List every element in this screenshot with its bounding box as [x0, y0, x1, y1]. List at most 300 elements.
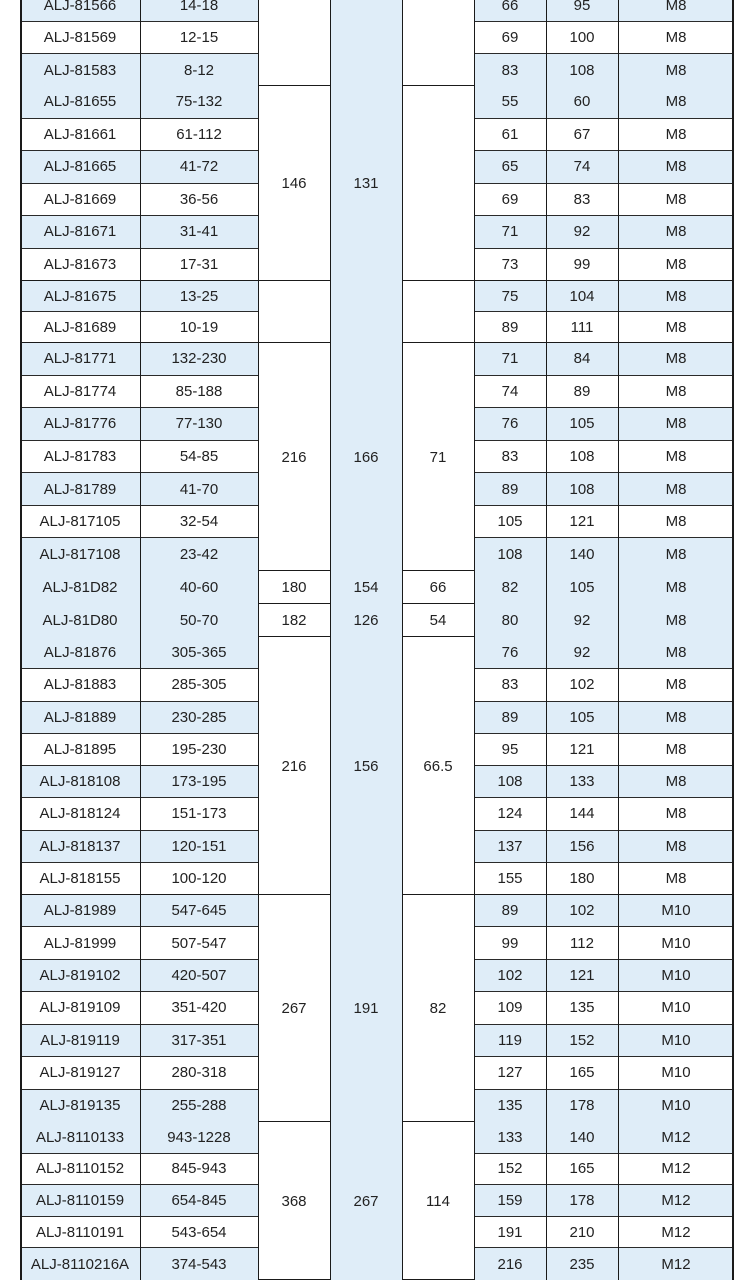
- dim-h-cell: 178: [546, 1090, 618, 1122]
- dim-g-cell: 82: [474, 571, 546, 604]
- column-divider: [546, 281, 547, 343]
- model-cell: ALJ-817105: [20, 506, 140, 539]
- column-divider: [546, 637, 547, 895]
- dim-b-cell: 166: [330, 343, 402, 571]
- dim-g-cell: 124: [474, 798, 546, 830]
- column-divider: [258, 86, 259, 281]
- model-cell: ALJ-81675: [20, 281, 140, 312]
- model-cell: ALJ-8110133: [20, 1122, 140, 1154]
- model-cell: ALJ-81889: [20, 702, 140, 734]
- column-divider: [258, 281, 259, 343]
- bolt-cell: M10: [618, 1057, 734, 1089]
- spec-group: [20, 604, 734, 637]
- dim-h-cell: 180: [569, 870, 595, 888]
- column-divider: [618, 343, 619, 571]
- model-cell: ALJ-819119: [20, 1025, 140, 1057]
- dim-g-cell: 89: [474, 473, 546, 506]
- table-border-left: [20, 0, 22, 1280]
- column-divider: [618, 0, 619, 86]
- bolt-cell: M8: [618, 506, 734, 539]
- dim-h-cell: 99: [573, 256, 591, 274]
- dim-g-cell: 75: [474, 281, 546, 312]
- dim-g-cell: 83: [474, 669, 546, 701]
- column-divider: [330, 637, 331, 895]
- bolt-cell: M8: [618, 734, 734, 766]
- dim-h-cell: 165: [546, 1057, 618, 1089]
- dim-g-cell: 69: [474, 22, 546, 54]
- bolt-cell: M8: [618, 669, 734, 701]
- column-divider: [140, 895, 141, 1122]
- range-cell: 8-12: [140, 54, 258, 86]
- model-cell: ALJ-819127: [20, 1057, 140, 1089]
- bolt-cell: M8: [618, 86, 734, 119]
- column-divider: [474, 343, 475, 571]
- model-cell: ALJ-81D82: [20, 571, 140, 604]
- model-cell: ALJ-81999: [20, 927, 140, 959]
- dim-a-cell: 146: [281, 175, 307, 192]
- bolt-cell: M8: [618, 408, 734, 441]
- dim-h-cell: 165: [546, 1154, 618, 1186]
- dim-g-cell: 65: [474, 151, 546, 184]
- range-cell: 32-54: [140, 506, 258, 539]
- dim-g-cell: 73: [501, 256, 519, 274]
- dim-g-cell: 61: [474, 119, 546, 152]
- column-divider: [258, 637, 259, 895]
- spec-group: [20, 86, 734, 281]
- column-divider: [402, 281, 403, 343]
- model-cell: ALJ-81783: [20, 441, 140, 474]
- bolt-cell: M8: [665, 256, 687, 274]
- range-cell: 195-230: [140, 734, 258, 766]
- column-divider: [402, 343, 403, 571]
- model-cell: ALJ-8110152: [20, 1154, 140, 1186]
- range-cell: 14-18: [140, 0, 258, 22]
- column-divider: [618, 281, 619, 343]
- range-cell: 23-42: [140, 538, 258, 571]
- range-cell: 13-25: [140, 281, 258, 312]
- dim-g-cell: 66: [474, 0, 546, 22]
- model-cell: ALJ-81566: [20, 0, 140, 22]
- column-divider: [402, 0, 403, 86]
- bolt-cell: M10: [618, 1025, 734, 1057]
- dim-g-cell: 108: [474, 538, 546, 571]
- dim-a-cell: 180: [281, 579, 307, 596]
- dim-h-cell: 178: [546, 1185, 618, 1217]
- column-divider: [618, 895, 619, 1122]
- dim-h-cell: 92: [546, 216, 618, 249]
- column-divider: [618, 571, 619, 604]
- column-divider: [618, 637, 619, 895]
- column-divider: [140, 1122, 141, 1280]
- dim-a-cell: 216: [281, 757, 307, 775]
- dim-h-cell: 105: [546, 571, 618, 604]
- column-divider: [474, 281, 475, 343]
- dim-g-cell: 216: [474, 1248, 546, 1280]
- dim-g-cell: 55: [474, 86, 546, 119]
- spec-table: [20, 0, 734, 1280]
- column-divider: [330, 895, 331, 1122]
- dim-g-cell: 76: [474, 408, 546, 441]
- column-divider: [618, 1122, 619, 1280]
- bolt-cell: M8: [618, 119, 734, 152]
- dim-c-cell: [402, 86, 474, 281]
- dim-g-cell: 159: [474, 1185, 546, 1217]
- bolt-cell: M8: [618, 376, 734, 409]
- column-divider: [330, 86, 331, 281]
- bolt-cell: M8: [618, 441, 734, 474]
- spec-group: [20, 0, 734, 86]
- dim-g-cell: 127: [474, 1057, 546, 1089]
- bolt-cell: M10: [618, 960, 734, 992]
- dim-b-cell: [330, 281, 402, 343]
- bolt-cell: M8: [618, 604, 734, 637]
- bolt-cell: M8: [618, 281, 734, 312]
- column-divider: [140, 281, 141, 343]
- dim-g-cell: 76: [474, 637, 546, 669]
- dim-b-cell: 154: [330, 571, 402, 604]
- dim-c-cell: 54: [429, 612, 447, 629]
- bolt-cell: M10: [618, 1090, 734, 1122]
- range-cell: 36-56: [140, 184, 258, 217]
- bolt-cell: M10: [618, 895, 734, 927]
- dim-h-cell: 144: [546, 798, 618, 830]
- dim-h-cell: 108: [546, 473, 618, 506]
- dim-g-cell: 152: [474, 1154, 546, 1186]
- dim-h-cell: 121: [546, 960, 618, 992]
- column-divider: [140, 343, 141, 571]
- dim-h-cell: 105: [546, 702, 618, 734]
- dim-h-cell: 102: [546, 669, 618, 701]
- model-cell: ALJ-8110159: [20, 1185, 140, 1217]
- column-divider: [474, 637, 475, 895]
- bolt-cell: M8: [618, 151, 734, 184]
- model-cell: ALJ-819135: [20, 1090, 140, 1122]
- range-cell: 41-72: [140, 151, 258, 184]
- dim-g-cell: 108: [474, 766, 546, 798]
- column-divider: [402, 1122, 403, 1280]
- spec-group: [20, 343, 734, 571]
- dim-g-cell: 71: [474, 343, 546, 376]
- dim-g-cell: 137: [474, 831, 546, 863]
- bolt-cell: M12: [618, 1122, 734, 1154]
- column-divider: [474, 0, 475, 86]
- model-cell: ALJ-81661: [20, 119, 140, 152]
- range-cell: 151-173: [140, 798, 258, 830]
- range-cell: 654-845: [140, 1185, 258, 1217]
- bolt-cell: M8: [618, 538, 734, 571]
- dim-g-cell: 80: [474, 604, 546, 637]
- dim-h-cell: 92: [546, 637, 618, 669]
- dim-g-cell: 83: [474, 54, 546, 86]
- model-cell: ALJ-81774: [20, 376, 140, 409]
- column-divider: [402, 571, 403, 604]
- column-divider: [474, 571, 475, 604]
- range-cell: 547-645: [140, 895, 258, 927]
- column-divider: [258, 343, 259, 571]
- dim-a-cell: 182: [281, 612, 307, 629]
- dim-h-cell: 95: [546, 0, 618, 22]
- column-divider: [474, 86, 475, 281]
- model-cell: ALJ-81789: [20, 473, 140, 506]
- bolt-cell: M10: [618, 927, 734, 959]
- dim-h-cell: 100: [546, 22, 618, 54]
- dim-g-cell: 71: [474, 216, 546, 249]
- dim-h-cell: 156: [546, 831, 618, 863]
- bolt-cell: M12: [618, 1154, 734, 1186]
- bolt-cell: M8: [618, 184, 734, 217]
- column-divider: [140, 0, 141, 86]
- column-divider: [330, 571, 331, 604]
- range-cell: 420-507: [140, 960, 258, 992]
- dim-h-cell: 108: [546, 441, 618, 474]
- column-divider: [140, 571, 141, 604]
- range-cell: 374-543: [140, 1248, 258, 1280]
- dim-h-cell: 121: [546, 734, 618, 766]
- range-cell: 351-420: [140, 992, 258, 1024]
- dim-g-cell: 155: [497, 870, 523, 888]
- range-cell: 100-120: [171, 870, 227, 888]
- column-divider: [474, 604, 475, 637]
- dim-g-cell: 89: [501, 319, 519, 336]
- model-cell: ALJ-81665: [20, 151, 140, 184]
- model-cell: ALJ-817108: [20, 538, 140, 571]
- dim-h-cell: 112: [546, 927, 618, 959]
- dim-h-cell: 105: [546, 408, 618, 441]
- column-divider: [546, 1122, 547, 1280]
- model-cell: ALJ-81895: [20, 734, 140, 766]
- dim-a-cell: [258, 0, 330, 86]
- model-cell: ALJ-81673: [43, 256, 117, 274]
- dim-g-cell: 83: [474, 441, 546, 474]
- range-cell: 132-230: [140, 343, 258, 376]
- dim-b-cell: 156: [330, 637, 402, 895]
- model-cell: ALJ-81655: [20, 86, 140, 119]
- range-cell: 31-41: [140, 216, 258, 249]
- dim-c-cell: [402, 0, 474, 86]
- dim-c-cell: 71: [429, 448, 447, 466]
- model-cell: ALJ-81671: [20, 216, 140, 249]
- dim-b-cell: 267: [330, 1122, 402, 1280]
- dim-b-cell: 126: [330, 604, 402, 637]
- bolt-cell: M8: [618, 0, 734, 22]
- column-divider: [140, 604, 141, 637]
- model-cell: ALJ-81883: [20, 669, 140, 701]
- dim-g-cell: 102: [474, 960, 546, 992]
- range-cell: 41-70: [140, 473, 258, 506]
- range-cell: 280-318: [140, 1057, 258, 1089]
- column-divider: [546, 0, 547, 86]
- column-divider: [546, 895, 547, 1122]
- table-border-right: [732, 0, 734, 1280]
- dim-h-cell: 84: [546, 343, 618, 376]
- dim-c-cell: 66: [429, 579, 447, 596]
- column-divider: [330, 604, 331, 637]
- dim-b-cell: 191: [330, 895, 402, 1122]
- column-divider: [474, 1122, 475, 1280]
- model-cell: ALJ-81569: [20, 22, 140, 54]
- range-cell: 85-188: [140, 376, 258, 409]
- model-cell: ALJ-81776: [20, 408, 140, 441]
- dim-h-cell: 108: [546, 54, 618, 86]
- range-cell: 75-132: [140, 86, 258, 119]
- range-cell: 285-305: [140, 669, 258, 701]
- bolt-cell: M8: [618, 343, 734, 376]
- dim-h-cell: 140: [546, 1122, 618, 1154]
- range-cell: 845-943: [140, 1154, 258, 1186]
- column-divider: [618, 604, 619, 637]
- range-cell: 120-151: [140, 831, 258, 863]
- column-divider: [402, 637, 403, 895]
- range-cell: 317-351: [140, 1025, 258, 1057]
- dim-g-cell: 133: [474, 1122, 546, 1154]
- dim-g-cell: 89: [474, 895, 546, 927]
- dim-h-cell: 235: [546, 1248, 618, 1280]
- column-divider: [258, 571, 259, 604]
- range-cell: 17-31: [179, 256, 219, 274]
- column-divider: [402, 604, 403, 637]
- dim-a-cell: 267: [281, 1000, 307, 1017]
- dim-a-cell: 368: [281, 1192, 307, 1210]
- dim-h-cell: 210: [546, 1217, 618, 1249]
- dim-a-cell: 216: [281, 448, 307, 466]
- dim-h-cell: 102: [546, 895, 618, 927]
- model-cell: ALJ-81989: [20, 895, 140, 927]
- range-cell: 230-285: [140, 702, 258, 734]
- dim-g-cell: 99: [474, 927, 546, 959]
- column-divider: [330, 281, 331, 343]
- dim-h-cell: 92: [546, 604, 618, 637]
- dim-g-cell: 105: [474, 506, 546, 539]
- dim-h-cell: 140: [546, 538, 618, 571]
- bolt-cell: M8: [618, 54, 734, 86]
- dim-g-cell: 69: [474, 184, 546, 217]
- spec-group: [20, 281, 734, 343]
- dim-h-cell: 152: [546, 1025, 618, 1057]
- model-cell: ALJ-81D80: [20, 604, 140, 637]
- spec-group: [20, 895, 734, 1122]
- range-cell: 255-288: [140, 1090, 258, 1122]
- range-cell: 305-365: [140, 637, 258, 669]
- column-divider: [258, 604, 259, 637]
- column-divider: [618, 86, 619, 281]
- bolt-cell: M8: [665, 319, 687, 336]
- model-cell: ALJ-81876: [20, 637, 140, 669]
- dim-c-cell: 66.5: [423, 757, 453, 775]
- column-divider: [258, 895, 259, 1122]
- dim-h-cell: 67: [546, 119, 618, 152]
- dim-g-cell: 191: [474, 1217, 546, 1249]
- bolt-cell: M8: [618, 766, 734, 798]
- dim-g-cell: 95: [474, 734, 546, 766]
- model-cell: ALJ-8110191: [20, 1217, 140, 1249]
- model-cell: ALJ-818124: [20, 798, 140, 830]
- range-cell: 54-85: [140, 441, 258, 474]
- range-cell: 61-112: [140, 119, 258, 152]
- column-divider: [474, 895, 475, 1122]
- bolt-cell: M8: [618, 798, 734, 830]
- range-cell: 50-70: [140, 604, 258, 637]
- range-cell: 10-19: [179, 319, 219, 336]
- model-cell: ALJ-818155: [39, 870, 121, 888]
- bolt-cell: M10: [618, 992, 734, 1024]
- dim-h-cell: 135: [546, 992, 618, 1024]
- dim-c-cell: 82: [429, 1000, 447, 1017]
- column-divider: [330, 0, 331, 86]
- spec-group: [20, 571, 734, 604]
- column-divider: [546, 86, 547, 281]
- column-divider: [546, 343, 547, 571]
- bolt-cell: M8: [665, 870, 687, 888]
- range-cell: 12-15: [140, 22, 258, 54]
- model-cell: ALJ-818108: [20, 766, 140, 798]
- dim-h-cell: 133: [546, 766, 618, 798]
- model-cell: ALJ-81689: [43, 319, 117, 336]
- model-cell: ALJ-819102: [20, 960, 140, 992]
- column-divider: [330, 343, 331, 571]
- dim-g-cell: 109: [474, 992, 546, 1024]
- dim-g-cell: 89: [474, 702, 546, 734]
- bolt-cell: M8: [618, 702, 734, 734]
- bolt-cell: M8: [618, 571, 734, 604]
- model-cell: ALJ-81669: [20, 184, 140, 217]
- dim-h-cell: 121: [546, 506, 618, 539]
- column-divider: [140, 86, 141, 281]
- spec-group: [20, 1122, 734, 1280]
- dim-g-cell: 135: [474, 1090, 546, 1122]
- dim-g-cell: 119: [474, 1025, 546, 1057]
- range-cell: 173-195: [140, 766, 258, 798]
- dim-h-cell: 111: [570, 319, 594, 336]
- column-divider: [402, 86, 403, 281]
- bolt-cell: M12: [618, 1217, 734, 1249]
- model-cell: ALJ-81771: [20, 343, 140, 376]
- model-cell: ALJ-818137: [20, 831, 140, 863]
- dim-h-cell: 60: [546, 86, 618, 119]
- column-divider: [258, 1122, 259, 1280]
- bolt-cell: M8: [618, 637, 734, 669]
- column-divider: [258, 0, 259, 86]
- range-cell: 943-1228: [140, 1122, 258, 1154]
- dim-c-cell: [402, 281, 474, 343]
- dim-h-cell: 83: [546, 184, 618, 217]
- column-divider: [330, 1122, 331, 1280]
- column-divider: [402, 895, 403, 1122]
- bolt-cell: M8: [618, 831, 734, 863]
- dim-h-cell: 89: [546, 376, 618, 409]
- range-cell: 77-130: [140, 408, 258, 441]
- dim-b-cell: [330, 0, 402, 86]
- bolt-cell: M12: [618, 1248, 734, 1280]
- dim-h-cell: 104: [546, 281, 618, 312]
- dim-h-cell: 74: [546, 151, 618, 184]
- bolt-cell: M8: [618, 216, 734, 249]
- model-cell: ALJ-81583: [20, 54, 140, 86]
- dim-b-cell: 131: [330, 86, 402, 281]
- column-divider: [546, 604, 547, 637]
- column-divider: [140, 637, 141, 895]
- model-cell: ALJ-819109: [20, 992, 140, 1024]
- model-cell: ALJ-8110216A: [20, 1248, 140, 1280]
- bolt-cell: M12: [618, 1185, 734, 1217]
- dim-a-cell: [258, 281, 330, 343]
- dim-g-cell: 74: [474, 376, 546, 409]
- column-divider: [546, 571, 547, 604]
- spec-group: [20, 637, 734, 895]
- range-cell: 507-547: [140, 927, 258, 959]
- bolt-cell: M8: [618, 22, 734, 54]
- bolt-cell: M8: [618, 473, 734, 506]
- dim-c-cell: 114: [426, 1192, 450, 1210]
